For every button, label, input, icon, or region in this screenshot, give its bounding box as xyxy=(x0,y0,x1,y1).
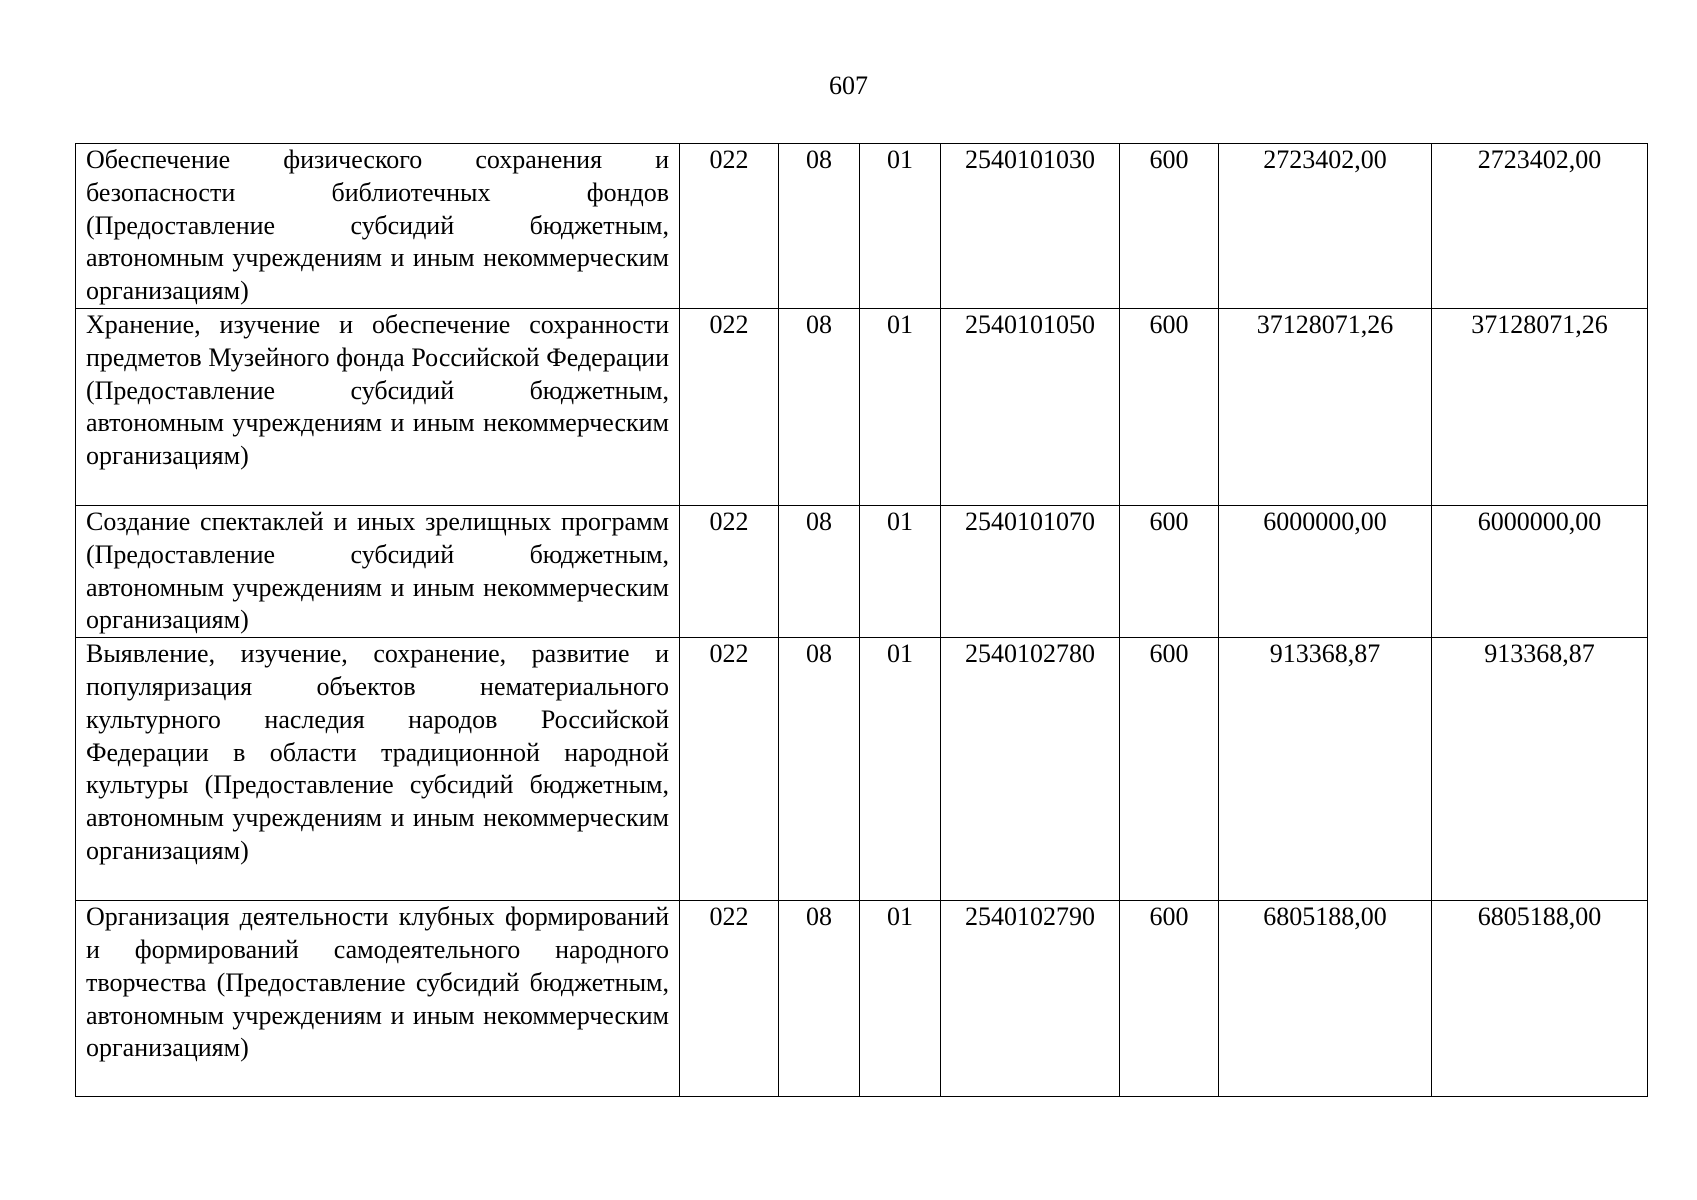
table-row xyxy=(76,638,1648,901)
row-description: Хранение, изучение и обеспечение сохранности предметов Музейного фонда Российской Федерации (Предоставление субсидий бюджетным, автономным учреждениям и иным некоммерческим организациям) xyxy=(76,309,680,506)
table-row xyxy=(76,901,1648,1097)
target-article-code: 2540101030 xyxy=(941,144,1120,309)
target-article-code: 2540101050 xyxy=(941,309,1120,506)
amount-first: 913368,87 xyxy=(1219,638,1432,901)
table-row xyxy=(76,309,1648,506)
row-description: Создание спектаклей и иных зрелищных программ (Предоставление субсидий бюджетным, автономным учреждениям и иным некоммерческим организациям) xyxy=(76,506,680,638)
row-description: Организация деятельности клубных формирований и формирований самодеятельного народного творчества (Предоставление субсидий бюджетным, автономным учреждениям и иным некоммерческим организациям) xyxy=(76,901,680,1097)
subsection-code: 01 xyxy=(860,309,941,506)
table-row xyxy=(76,506,1648,638)
amount-second: 913368,87 xyxy=(1432,638,1648,901)
section-code: 08 xyxy=(779,144,860,309)
section-code: 08 xyxy=(779,901,860,1097)
amount-second: 6805188,00 xyxy=(1432,901,1648,1097)
table-row xyxy=(76,144,1648,309)
expense-type-code: 600 xyxy=(1120,638,1219,901)
ministry-code: 022 xyxy=(680,638,779,901)
subsection-code: 01 xyxy=(860,638,941,901)
amount-second: 2723402,00 xyxy=(1432,144,1648,309)
amount-second: 6000000,00 xyxy=(1432,506,1648,638)
row-description: Выявление, изучение, сохранение, развитие и популяризация объектов нематериального культурного наследия народов Российской Федерации в области традиционной народной культуры (Предоставление субсидий бюджетным, автономным учреждениям и иным некоммерческим организациям) xyxy=(76,638,680,901)
ministry-code: 022 xyxy=(680,309,779,506)
amount-first: 37128071,26 xyxy=(1219,309,1432,506)
expense-type-code: 600 xyxy=(1120,506,1219,638)
target-article-code: 2540102780 xyxy=(941,638,1120,901)
row-description: Обеспечение физического сохранения и безопасности библиотечных фондов (Предоставление субсидий бюджетным, автономным учреждениям и иным некоммерческим организациям) xyxy=(76,144,680,309)
amount-first: 6000000,00 xyxy=(1219,506,1432,638)
section-code: 08 xyxy=(779,638,860,901)
section-code: 08 xyxy=(779,506,860,638)
amount-first: 6805188,00 xyxy=(1219,901,1432,1097)
ministry-code: 022 xyxy=(680,506,779,638)
subsection-code: 01 xyxy=(860,506,941,638)
section-code: 08 xyxy=(779,309,860,506)
expense-type-code: 600 xyxy=(1120,144,1219,309)
expense-type-code: 600 xyxy=(1120,901,1219,1097)
target-article-code: 2540101070 xyxy=(941,506,1120,638)
target-article-code: 2540102790 xyxy=(941,901,1120,1097)
subsection-code: 01 xyxy=(860,901,941,1097)
budget-table xyxy=(75,143,1648,1097)
page-number: 607 xyxy=(829,71,868,100)
ministry-code: 022 xyxy=(680,901,779,1097)
subsection-code: 01 xyxy=(860,144,941,309)
expense-type-code: 600 xyxy=(1120,309,1219,506)
ministry-code: 022 xyxy=(680,144,779,309)
amount-first: 2723402,00 xyxy=(1219,144,1432,309)
amount-second: 37128071,26 xyxy=(1432,309,1648,506)
